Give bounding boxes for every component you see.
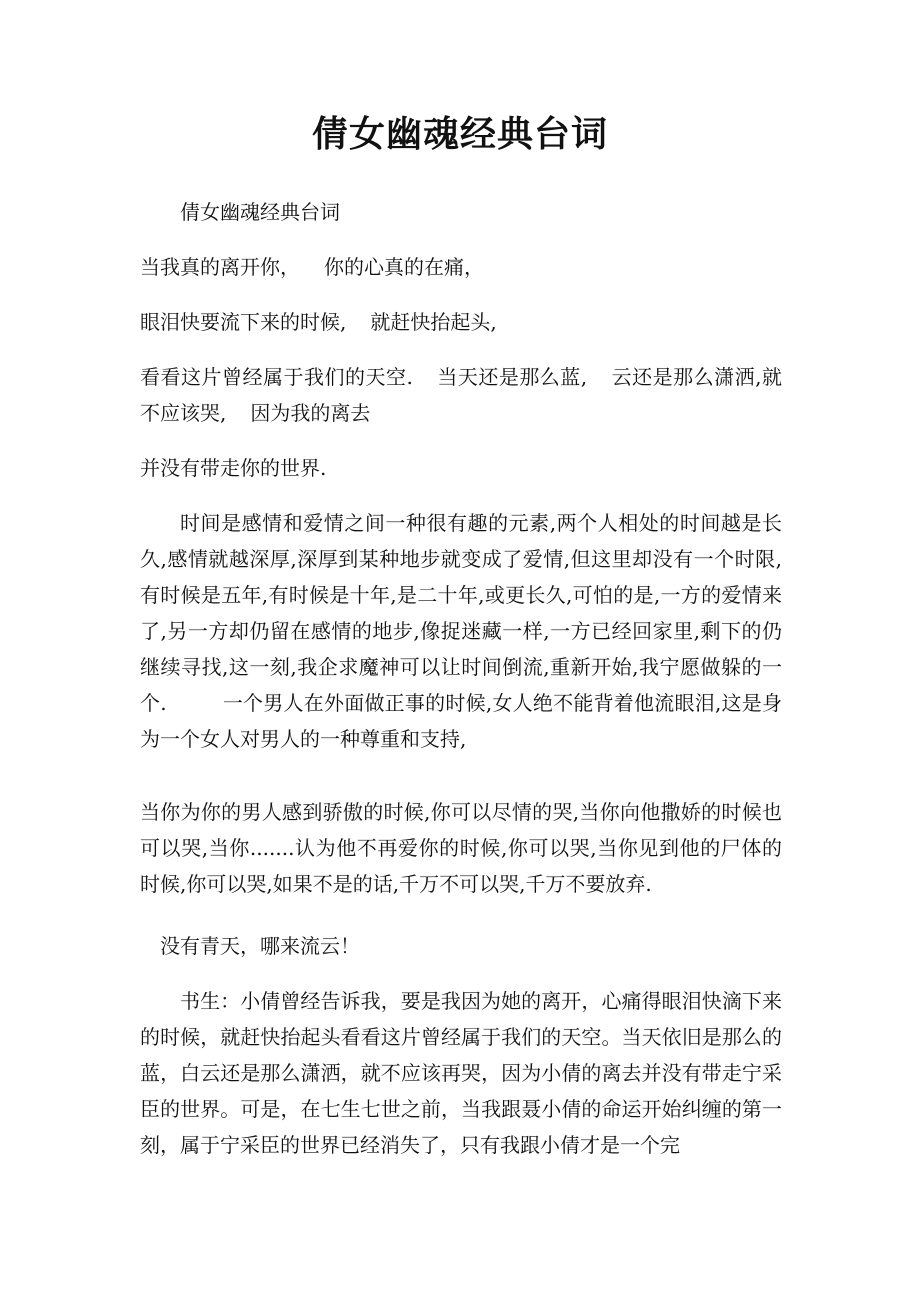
paragraph-7: [140, 928, 782, 964]
paragraph-3-part-3: 云还是那么潇洒,就不应该哭,: [140, 365, 783, 425]
paragraph-1: [140, 249, 782, 285]
paragraph-7-part-1: 没有青天，哪来流云！: [160, 934, 360, 958]
paragraph-3-part-1: 看看这片曾经属于我们的天空.: [140, 365, 413, 389]
paragraph-5-part-1: 时间是感情和爱情之间一种很有趣的元素,两个人相处的时间越是长久,感情就越深厚,深厚到某种地步就变成了爱情,但这里却没有一个时限,有时候是五年,有时候是十年,是二十年,或更长久,可怕的是,一方的爱情来了,另一方却仍留在感情的地步,像捉迷藏一样,一方已经回家里,剩下的仍继续寻找,这一刻,我企求魔神可以让时间倒流,重新开始,我宁愿做躲的一个.: [140, 511, 782, 715]
subtitle-paragraph: [140, 194, 782, 230]
paragraph-2-part-1: 眼泪快要流下来的时候,: [140, 310, 347, 334]
paragraph-5: [140, 505, 782, 757]
paragraph-6: [140, 794, 782, 902]
paragraph-3: [140, 359, 782, 431]
paragraph-6-part-1: 当你为你的男人感到骄傲的时候,你可以尽情的哭,当你向他撒娇的时候也可以哭,当你.......认为他不再爱你的时候,你可以哭,当你见到他的尸体的时候,你可以哭,如果不是的话,千万不可以哭,千万不要放弃.: [140, 800, 782, 896]
paragraph-1-part-1: 当我真的离开你，: [140, 255, 300, 279]
paragraph-4-part-1: 并没有带走你的世界.: [140, 456, 327, 480]
paragraph-4: [140, 450, 782, 486]
paragraph-3-part-4: 因为我的离去: [250, 401, 371, 425]
subtitle-text: 倩女幽魂经典台词: [180, 200, 340, 224]
paragraph-2-part-2: 就赶快抬起头,: [370, 310, 497, 334]
paragraph-2: [140, 304, 782, 340]
document-title: 倩女幽魂经典台词: [311, 113, 608, 155]
paragraph-3-part-2: 当天还是那么蓝,: [436, 365, 588, 389]
paragraph-8-part-1: 书生：小倩曾经告诉我，要是我因为她的离开，心痛得眼泪快滴下来的时候，就赶快抬起头看看这片曾经属于我们的天空。当天依旧是那么的蓝，白云还是那么潇洒，就不应该再哭，因为小倩的离去并没有带走宁采臣的世界。可是，在七生七世之前，当我跟聂小倩的命运开始纠缠的第一刻，属于宁采臣的世界已经消失了，只有我跟小倩才是一个完: [140, 989, 782, 1157]
paragraph-8: [140, 983, 782, 1163]
paragraph-5-part-2: 一个男人在外面做正事的时候,女人绝不能背着他流眼泪,这是身为一个女人对男人的一种尊重和支持,: [140, 691, 782, 751]
paragraph-1-part-2: 你的心真的在痛，: [324, 255, 484, 279]
